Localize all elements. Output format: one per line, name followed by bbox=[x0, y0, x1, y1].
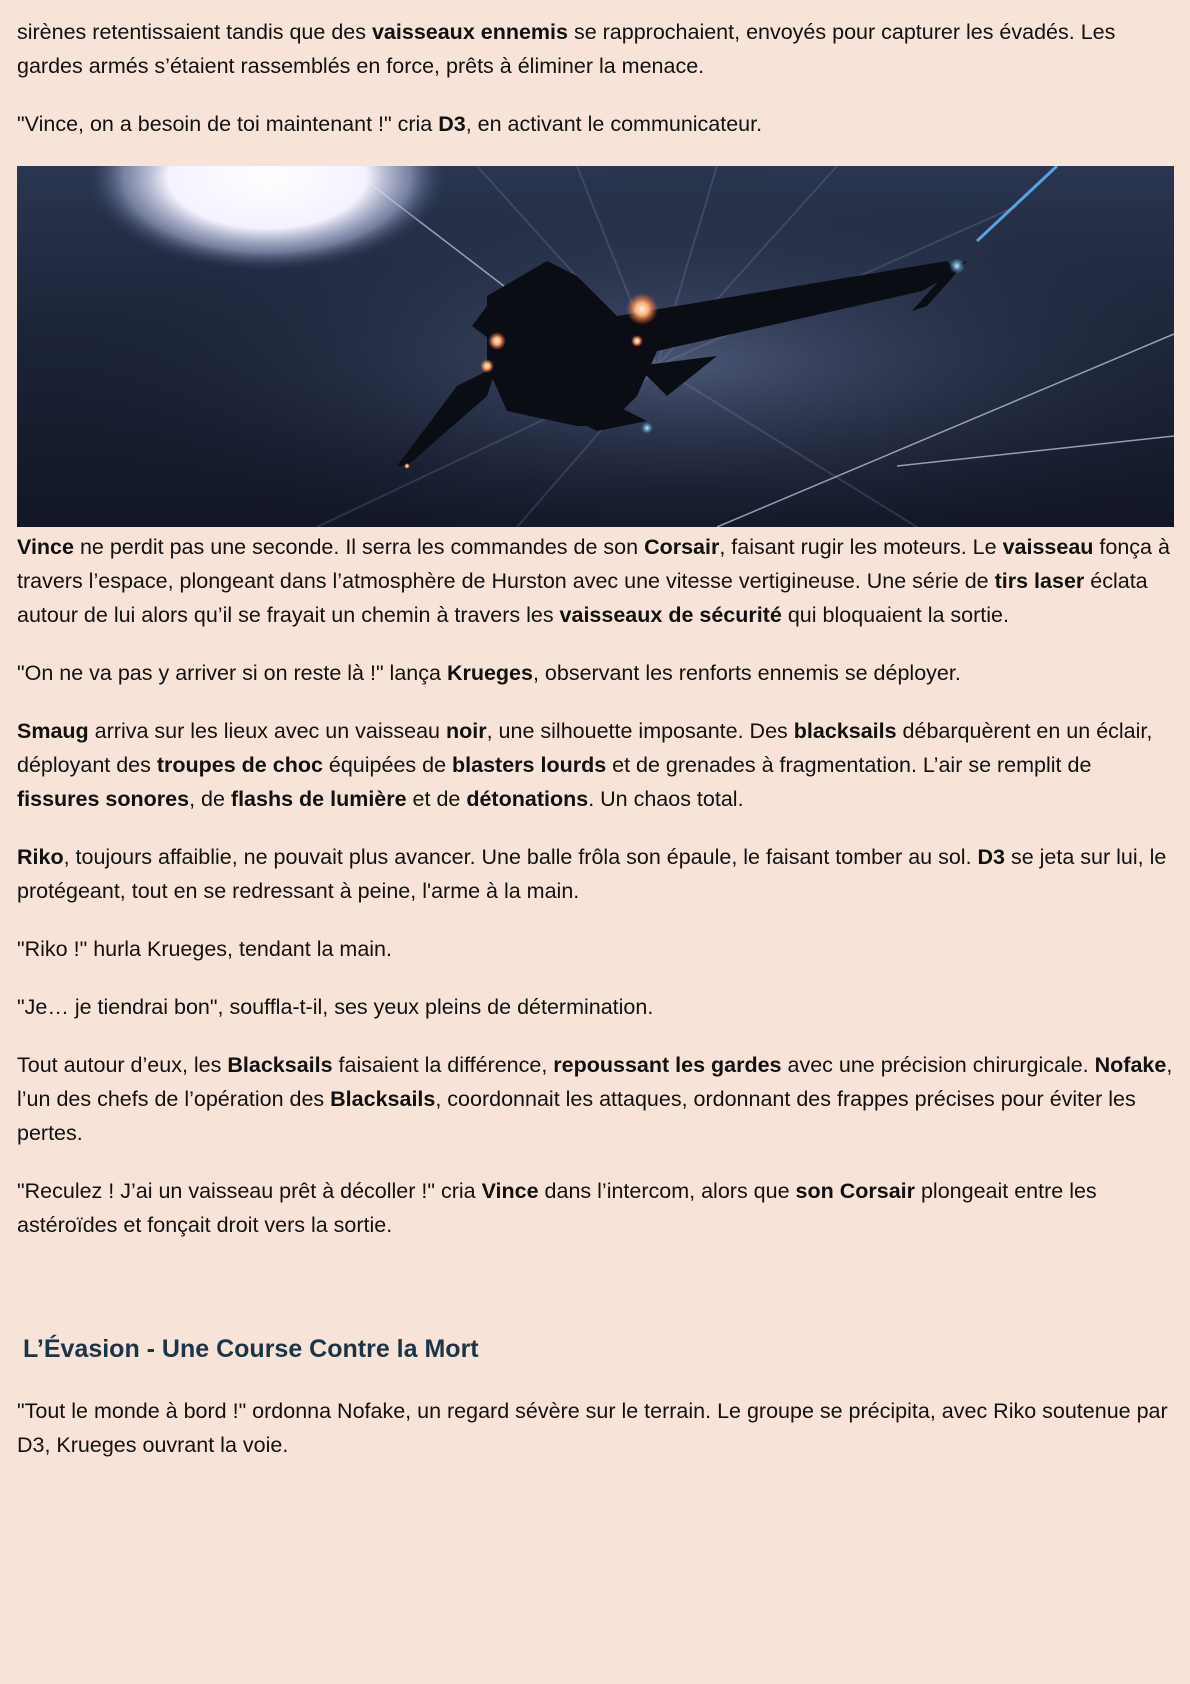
paragraph bbox=[17, 990, 1177, 1024]
text-run: "On ne va pas y arriver si on reste là !" lança bbox=[17, 661, 447, 685]
text-run: se jeta sur lui, le protégeant, tout en se redressant à peine, l'arme à la main. bbox=[17, 845, 1167, 903]
section-heading: L’Évasion - Une Course Contre la Mort bbox=[23, 1335, 479, 1363]
paragraph bbox=[17, 1174, 1177, 1242]
bold-text: blacksails bbox=[793, 719, 897, 743]
text-run: débarquèrent en un éclair, déployant des bbox=[17, 719, 1153, 777]
text-run: "Vince, on a besoin de toi maintenant !" cria bbox=[17, 112, 439, 136]
engine-glow bbox=[626, 293, 658, 325]
paragraph bbox=[17, 932, 1177, 966]
bold-text: fissures sonores bbox=[17, 787, 190, 811]
bold-text: D3 bbox=[977, 845, 1005, 869]
engine-glow bbox=[488, 332, 506, 350]
engine-glow bbox=[631, 335, 643, 347]
text-run: faisaient la différence, bbox=[332, 1053, 554, 1077]
bold-text: Blacksails bbox=[330, 1087, 436, 1111]
bold-text: flashs de lumière bbox=[230, 787, 407, 811]
paragraph bbox=[17, 107, 1177, 141]
document-page bbox=[17, 0, 1177, 1462]
nav-light bbox=[949, 258, 965, 274]
paragraph bbox=[17, 530, 1177, 632]
text-run: équipées de bbox=[322, 753, 453, 777]
bold-text: Nofake bbox=[1094, 1053, 1167, 1077]
text-run: arriva sur les lieux avec un vaisseau bbox=[88, 719, 446, 743]
bold-text: vaisseaux ennemis bbox=[371, 20, 568, 44]
spaceship-illustration bbox=[17, 166, 1174, 527]
bold-text: troupes de choc bbox=[156, 753, 323, 777]
bold-text: Vince bbox=[17, 535, 74, 559]
bold-text: détonations bbox=[466, 787, 589, 811]
text-run: , coordonnait les attaques, ordonnant des frappes précises pour éviter les pertes. bbox=[17, 1087, 1136, 1145]
text-run: , en activant le communicateur. bbox=[465, 112, 763, 136]
paragraph bbox=[17, 656, 1177, 690]
text-run: "Reculez ! J’ai un vaisseau prêt à décoller !" cria bbox=[17, 1179, 482, 1203]
paragraph bbox=[17, 15, 1177, 83]
bold-text: Krueges bbox=[446, 661, 533, 685]
nav-light bbox=[641, 422, 653, 434]
engine-glow bbox=[480, 359, 494, 373]
text-run: plongeait entre les astéroïdes et fonçait droit vers la sortie. bbox=[17, 1179, 1097, 1237]
bold-text: D3 bbox=[438, 112, 466, 136]
text-run: , observant les renforts ennemis se déployer. bbox=[532, 661, 961, 685]
bold-text: vaisseaux de sécurité bbox=[559, 603, 782, 627]
text-run: et de bbox=[406, 787, 467, 811]
bold-text: tirs laser bbox=[994, 569, 1085, 593]
text-run: "Je… je tiendrai bon", souffla-t-il, ses yeux pleins de détermination. bbox=[17, 995, 654, 1019]
text-run: , de bbox=[189, 787, 231, 811]
text-run: "Riko !" hurla Krueges, tendant la main. bbox=[17, 937, 392, 961]
text-run: éclata autour de lui alors qu’il se frayait un chemin à travers les bbox=[17, 569, 1148, 627]
paragraph bbox=[17, 1048, 1177, 1150]
text-run: , l’un des chefs de l’opération des bbox=[17, 1053, 1173, 1111]
bold-text: Vince bbox=[481, 1179, 539, 1203]
text-run: "Tout le monde à bord !" ordonna Nofake, un regard sévère sur le terrain. Le groupe se précipita, avec Riko soutenue par D3, Krueges ouvrant la voie. bbox=[17, 1399, 1168, 1457]
text-run: , toujours affaiblie, ne pouvait plus avancer. Une balle frôla son épaule, le faisant tomber au sol. bbox=[63, 845, 978, 869]
text-run: sirènes retentissaient tandis que des bbox=[17, 20, 372, 44]
paragraph bbox=[17, 840, 1177, 908]
text-run: avec une précision chirurgicale. bbox=[781, 1053, 1095, 1077]
engine-glow bbox=[404, 463, 410, 469]
bold-text: vaisseau bbox=[1002, 535, 1094, 559]
text-run: . Un chaos total. bbox=[588, 787, 744, 811]
paragraph bbox=[17, 1394, 1177, 1462]
text-run: , une silhouette imposante. Des bbox=[486, 719, 794, 743]
bold-text: Riko bbox=[17, 845, 64, 869]
bold-text: blasters lourds bbox=[452, 753, 607, 777]
text-run: qui bloquaient la sortie. bbox=[781, 603, 1009, 627]
text-run: ne perdit pas une seconde. Il serra les commandes de son bbox=[73, 535, 645, 559]
text-run: , faisant rugir les moteurs. Le bbox=[719, 535, 1003, 559]
bold-text: son Corsair bbox=[795, 1179, 915, 1203]
bold-text: repoussant les gardes bbox=[553, 1053, 782, 1077]
bold-text: Corsair bbox=[644, 535, 720, 559]
text-run: dans l’intercom, alors que bbox=[538, 1179, 796, 1203]
bold-text: Smaug bbox=[17, 719, 89, 743]
text-run: se rapprochaient, envoyés pour capturer les évadés. Les gardes armés s’étaient rassemblés en force, prêts à éliminer la menace. bbox=[17, 20, 1116, 78]
text-run: Tout autour d’eux, les bbox=[17, 1053, 228, 1077]
paragraph bbox=[17, 714, 1177, 816]
text-run: et de grenades à fragmentation. L’air se remplit de bbox=[606, 753, 1092, 777]
text-run: fonça à travers l’espace, plongeant dans l’atmosphère de Hurston avec une vitesse vertigineuse. Une série de bbox=[17, 535, 1170, 593]
bold-text: Blacksails bbox=[227, 1053, 333, 1077]
bold-text: noir bbox=[446, 719, 487, 743]
